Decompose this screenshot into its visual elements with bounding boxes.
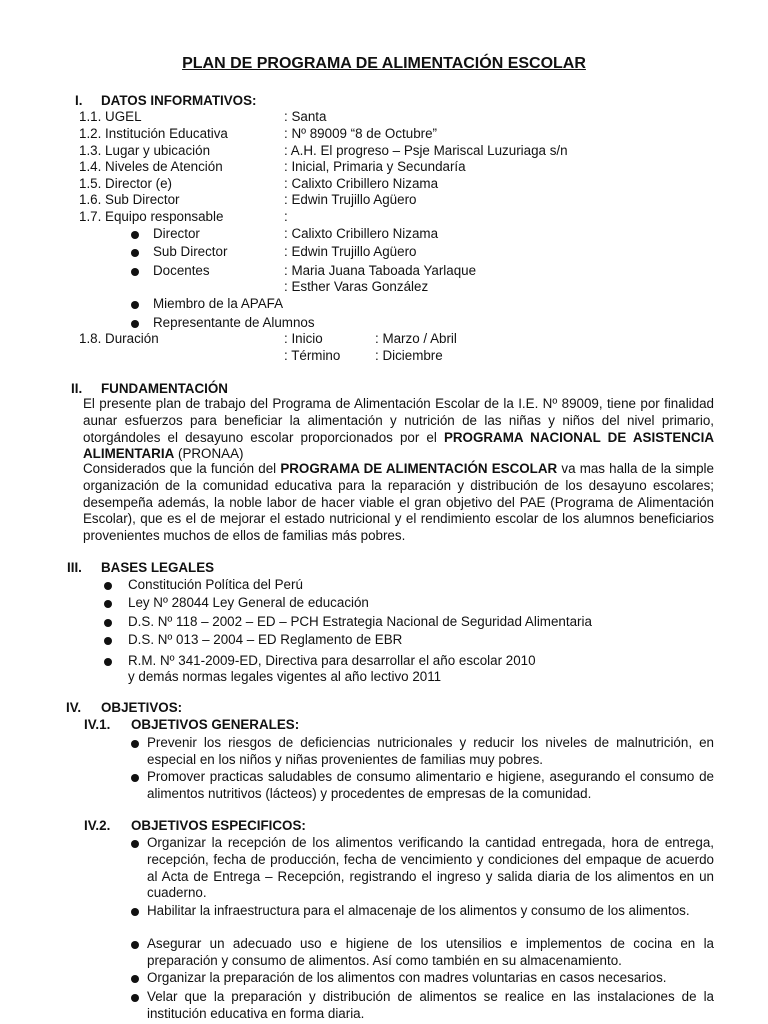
bullet-icon <box>131 249 139 257</box>
paragraph <box>83 461 714 545</box>
bullet-icon <box>131 941 139 949</box>
subsection-number: IV.1. <box>84 717 111 732</box>
bullet-icon <box>131 231 139 239</box>
bullet-icon <box>131 774 139 782</box>
team-role: Sub Director <box>153 244 228 259</box>
bullet-icon <box>104 637 112 645</box>
bullet-icon <box>104 619 112 627</box>
section-heading: OBJETIVOS: <box>101 700 183 715</box>
team-role: Representante de Alumnos <box>153 315 315 330</box>
legal-basis-item: D.S. Nº 013 – 2004 – ED Reglamento de EBR <box>128 632 403 647</box>
team-member: : Edwin Trujillo Agüero <box>284 244 417 259</box>
subsection-heading: OBJETIVOS GENERALES: <box>131 717 300 732</box>
bullet-icon <box>104 582 112 590</box>
bullet-icon <box>131 840 139 848</box>
bullet-icon <box>131 301 139 309</box>
legal-basis-item: R.M. Nº 341-2009-ED, Directiva para desarrollar el año escolar 2010 <box>128 653 536 668</box>
legal-basis-item: Ley Nº 28044 Ley General de educación <box>128 595 369 610</box>
duration-start-label: : Inicio <box>284 331 323 346</box>
team-member: : Maria Juana Taboada Yarlaque <box>284 263 477 278</box>
bullet-icon <box>131 975 139 983</box>
paragraph-text: (PRONAA) <box>177 446 244 462</box>
objective-item: Organizar la preparación de los alimentos con madres voluntarias en casos necesarios. <box>147 970 667 985</box>
section-number: I. <box>75 93 83 108</box>
section-number: II. <box>71 381 83 396</box>
objective-item: Velar que la preparación y distribución de alimentos se realice en las instalaciones de la institución educativa en forma diaria. <box>147 989 714 1021</box>
field-label: 1.1. UGEL <box>79 109 142 124</box>
field-value: : Inicial, Primaria y Secundaría <box>284 159 466 174</box>
field-label: 1.8. Duración <box>79 331 159 346</box>
objective-item: Habilitar la infraestructura para el almacenaje de los alimentos y consumo de los alimentos. <box>147 903 690 918</box>
duration-end-value: : Diciembre <box>375 348 443 363</box>
field-value: : A.H. El progreso – Psje Mariscal Luzuriaga s/n <box>284 143 568 158</box>
bullet-icon <box>131 320 139 328</box>
bullet-icon <box>131 908 139 916</box>
bullet-icon <box>104 658 112 666</box>
paragraph-bold: PROGRAMA DE ALIMENTACIÓN ESCOLAR <box>280 461 558 476</box>
field-label: 1.7. Equipo responsable <box>79 209 224 224</box>
bullet-icon <box>131 994 139 1002</box>
document-title: PLAN DE PROGRAMA DE ALIMENTACIÓN ESCOLAR <box>182 55 586 72</box>
field-value: : Calixto Cribillero Nizama <box>284 176 439 191</box>
team-role: Director <box>153 226 200 241</box>
objective-item: Organizar la recepción de los alimentos verificando la cantidad entregada, hora de entrega, recepción, fecha de producción, fecha de vencimiento y condiciones del empaque de acuerdo al Acta de Entrega – Recepción, registrando el ingreso y salida diaria de los alimentos en un cuaderno. <box>147 835 714 901</box>
field-value: : Santa <box>284 109 327 124</box>
section-heading: FUNDAMENTACIÓN <box>101 381 228 396</box>
section-heading: DATOS INFORMATIVOS: <box>101 93 257 108</box>
team-member: : Calixto Cribillero Nizama <box>284 226 439 241</box>
objective-item: Promover practicas saludables de consumo alimentario e higiene, asegurando el consumo de alimentos nutritivos (lácteos) y procedentes de empresas de la comunidad. <box>147 769 714 801</box>
paragraph-text: El presente plan de trabajo del Programa de Alimentación Escolar de la I.E. Nº 89009, tiene por finalidad aunar esfuerzos para beneficiar la alimentación y nutrición de las niñas y niños del nivel primario, otorgándoles el desayuno escolar proporcionados por el <box>83 396 714 445</box>
field-value: : <box>284 209 288 224</box>
bullet-icon <box>131 740 139 748</box>
field-label: 1.4. Niveles de Atención <box>79 159 223 174</box>
section-number: III. <box>67 560 82 575</box>
duration-start-value: : Marzo / Abril <box>375 331 457 346</box>
section-number: IV. <box>66 700 82 715</box>
objective-item: Prevenir los riesgos de deficiencias nutricionales y reducir los niveles de malnutrición, en especial en los niños y niñas provenientes de familias muy pobres. <box>147 735 714 767</box>
legal-basis-item: Constitución Política del Perú <box>128 577 303 592</box>
legal-basis-note: y demás normas legales vigentes al año lectivo 2011 <box>128 669 442 684</box>
duration-end-label: : Término <box>284 348 341 363</box>
legal-basis-item: D.S. Nº 118 – 2002 – ED – PCH Estrategia Nacional de Seguridad Alimentaria <box>128 614 592 629</box>
paragraph-text: Considerados que la función del <box>83 461 277 476</box>
bullet-icon <box>131 268 139 276</box>
field-label: 1.3. Lugar y ubicación <box>79 143 211 158</box>
field-value: : Edwin Trujillo Agüero <box>284 192 417 207</box>
team-member: : Esther Varas González <box>284 279 429 294</box>
subsection-heading: OBJETIVOS ESPECIFICOS: <box>131 818 306 833</box>
field-label: 1.5. Director (e) <box>79 176 173 191</box>
field-label: 1.6. Sub Director <box>79 192 180 207</box>
paragraph-bold: PROGRAMA NACIONAL DE ASISTENCIA ALIMENTARIA <box>83 429 714 462</box>
paragraph <box>83 396 714 463</box>
field-value: : Nº 89009 “8 de Octubre” <box>284 126 438 141</box>
paragraph-text: va mas halla de la simple organización de la comunidad educativa para la reparación y distribución de los desayuno escolares; desempeña además, la noble labor de hacer viable el gran objetivo del PAE (Programa de Alimentación Escolar), que es el de mejorar el estado nutricional y el rendimiento escolar de los alumnos beneficiarios provenientes muchos de ellos de familias más pobres. <box>83 461 714 544</box>
team-role: Miembro de la APAFA <box>153 296 283 311</box>
field-label: 1.2. Institución Educativa <box>79 126 228 141</box>
subsection-number: IV.2. <box>84 818 111 833</box>
team-role: Docentes <box>153 263 210 278</box>
objective-item: Asegurar un adecuado uso e higiene de los utensilios e implementos de cocina en la preparación y consumo de alimentos. Así como también en su almacenamiento. <box>147 936 714 968</box>
section-heading: BASES LEGALES <box>101 560 215 575</box>
bullet-icon <box>104 600 112 608</box>
